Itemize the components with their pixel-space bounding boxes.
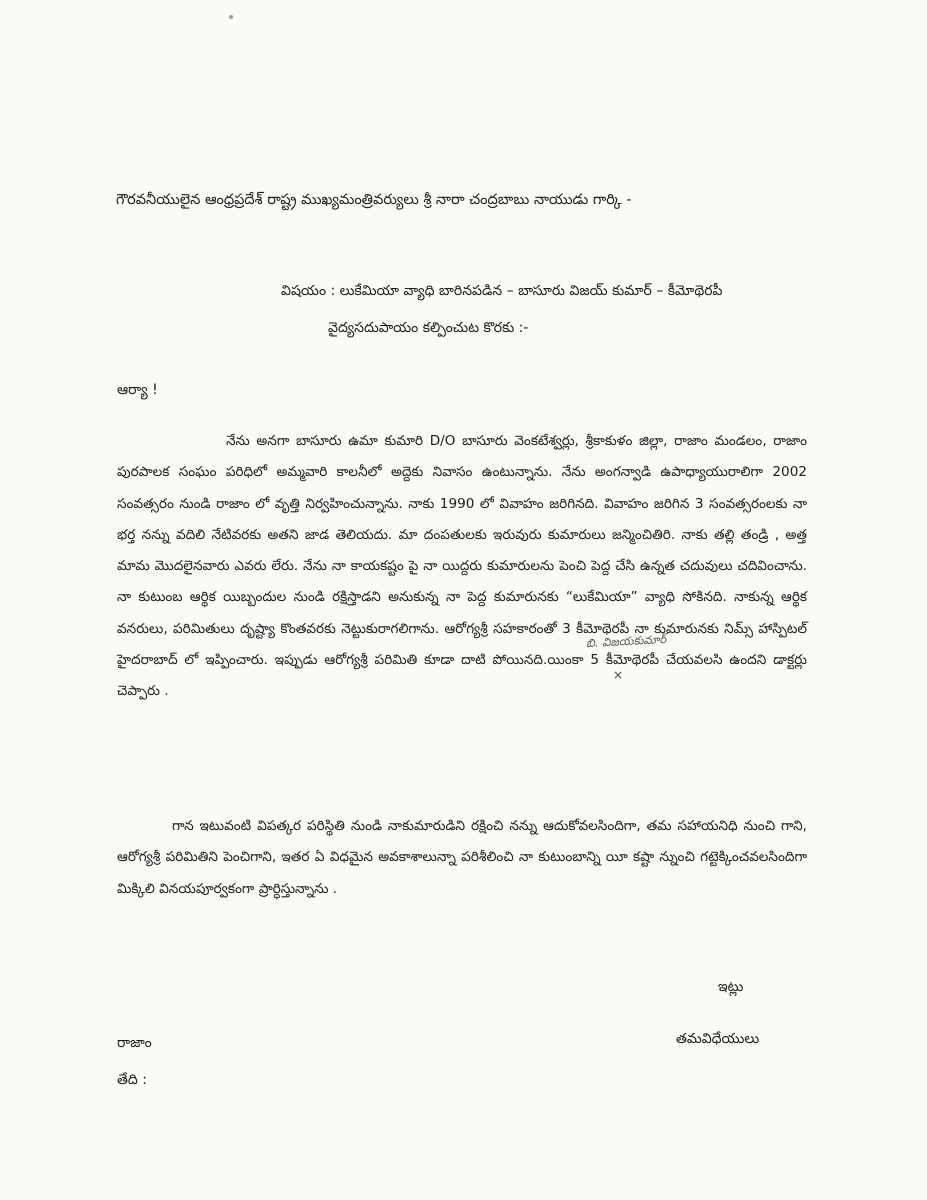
date-line: తేది : bbox=[117, 1072, 147, 1088]
place-line: రాజాం bbox=[117, 1035, 152, 1051]
subject-line-2: వైద్యసదుపాయం కల్పించుట కొరకు :- bbox=[328, 320, 529, 336]
body-paragraph-1: నేను అనగా బాసూరు ఉమా కుమారి D/O బాసూరు వెంకటేశ్వర్లు, శ్రీకాకుళం జిల్లా, రాజాం మండలం, రాజాం పురపాలక సంఘం పరిధిలో అమ్మవారి కాలనీలో అద్దెకు నివాసం ఉంటున్నాను. నేను అంగన్వాడి ఉపాధ్యాయురాలిగా 2002 సంవత్సరం నుండి రాజాం లో వృత్తి నిర్వహించున్నాను. నాకు 1990 లో వివాహం జరిగినది. వివాహం జరిగిన 3 సంవత్సరంలకు నా భర్త నన్ను వదిలి నేటివరకు అతని జాడ తెలియదు. మా దంపతులకు ఇరువురు కుమారులు జన్మించితిరి. నాకు తల్లి తండ్రి , అత్త మామ మొదలైనవారు ఎవరు లేరు. నేను నా కాయకష్టం పై నా యిద్దరు కుమారులను పెంచి పెద్ద చేసి ఉన్నత చదువులు చదివించాను. నా కుటుంబ ఆర్థిక యిబ్బందుల నుండి రక్షిస్తాడని అనుకున్న నా పెద్ద కుమారునకు “లుకేమియా” వ్యాధి సోకినది. నాకున్న ఆర్థిక వనరులు, పరిమితులు దృష్ట్యా కొంతవరకు నెట్టుకురాగలిగాను. ఆరోగ్యశ్రీ సహకారంతో 3 కీమోథెరపీ నా కుమారునకు నిమ్స్ హాస్పిటల్ హైదరాబాద్ లో ఇప్పించారు. ఇప్పుడు ఆరోగ్యశ్రీ పరిమితి కూడా దాటి పోయినది.యింకా 5 కీమోథెరపీ చేయవలసి ఉందని డాక్టర్లు చెప్పారు . bbox=[117, 433, 807, 700]
handwritten-insertion: బి. విజయకుమార్ bbox=[585, 631, 667, 651]
salutation: ఆర్యా ! bbox=[117, 382, 158, 398]
addressee-line: గౌరవనీయులైన ఆంధ్రప్రదేశ్ రాష్ట్ర ముఖ్యమంత్రివర్యులు శ్రీ నారా చంద్రబాబు నాయుడు గార్కి - bbox=[116, 192, 632, 208]
body-paragraph-2: గాన ఇటువంటి విపత్కర పరిస్థితి నుండి నాకుమారుడిని రక్షించి నన్ను ఆదుకోవలసిందిగా, తమ సహాయనిధి నుంచి గాని, ఆరోగ్యశ్రీ పరిమితిని పెంచిగాని, ఇతర ఏ విధమైన అవకాశాలున్నా పరిశీలించి నా కుటుంబాన్ని యీ కష్టా న్నుంచి గట్టెక్కించవలసిందిగా మిక్కిలి వినయపూర్వకంగా ప్రార్ధిస్తున్నాను . bbox=[117, 818, 807, 897]
insertion-caret: × bbox=[613, 668, 624, 682]
closing-line: ఇట్లు bbox=[718, 979, 744, 995]
signoff-line: తమవిధేయులు bbox=[676, 1031, 760, 1047]
subject-line-1: విషయం : లుకేమియా వ్యాధి బారినపడిన – బాసూరు విజయ్ కుమార్ – కీమోథెరపీ bbox=[281, 283, 723, 299]
paper-speck bbox=[229, 15, 233, 19]
